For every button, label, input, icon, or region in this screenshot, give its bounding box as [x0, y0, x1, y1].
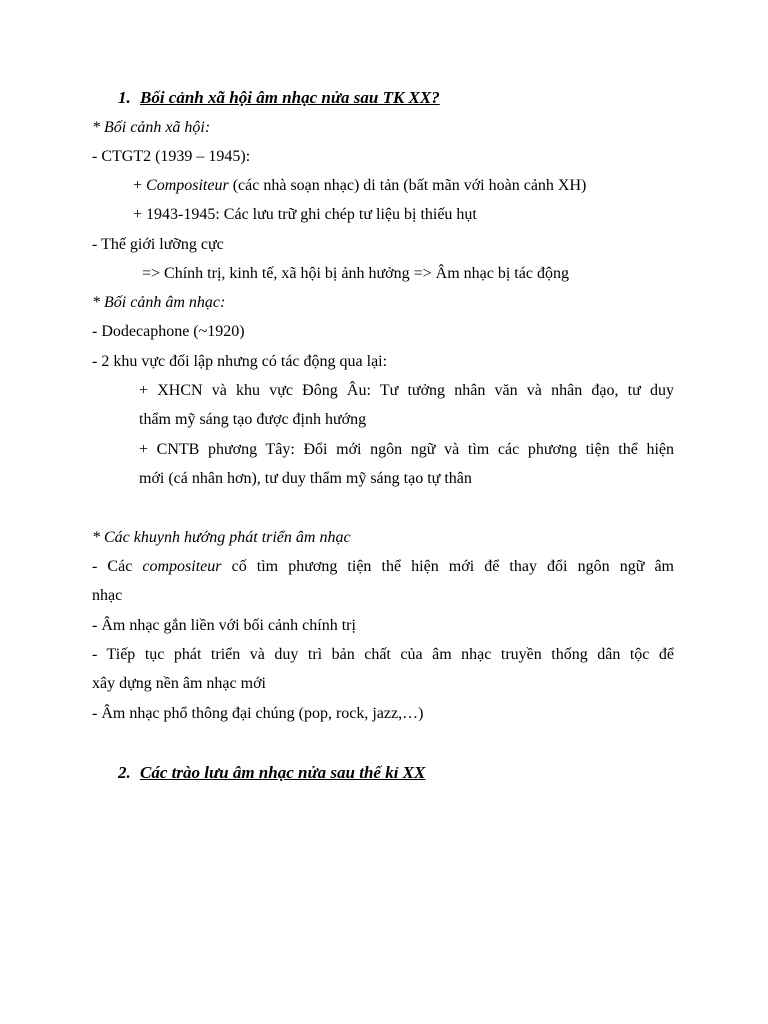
ww2-item-1-term: Compositeur	[146, 177, 229, 194]
trend-item-1-text: cố tìm phương tiện thể hiện mới để thay đổi ngôn ngữ âm	[221, 558, 674, 575]
ww2-item-1-prefix: +	[133, 177, 147, 194]
trend-item-3-line-2: xây dựng nền âm nhạc mới	[92, 675, 266, 692]
section-1-heading	[118, 88, 440, 108]
bipolar-result: => Chính trị, kinh tế, xã hội bị ảnh hưởng => Âm nhạc bị tác động	[142, 265, 569, 282]
ww2-line: - CTGT2 (1939 – 1945):	[92, 148, 251, 165]
trend-item-1-term: compositeur	[142, 558, 222, 575]
trend-item-1-line-1	[92, 557, 674, 577]
social-context-heading: * Bối cảnh xã hội:	[92, 119, 211, 136]
section-2-title: Các trào lưu âm nhạc nửa sau thế kỉ XX	[140, 763, 426, 782]
ww2-item-1-text: (các nhà soạn nhạc) di tản (bất mãn với hoàn cảnh XH)	[228, 177, 587, 194]
ww2-item-2: + 1943-1945: Các lưu trữ ghi chép tư liệu bị thiếu hụt	[133, 206, 477, 223]
trend-item-2: - Âm nhạc gắn liền với bối cảnh chính trị	[92, 617, 356, 634]
bipolar-line: - Thế giới lưỡng cực	[92, 236, 224, 253]
section-2-heading	[118, 763, 425, 783]
trend-item-1-prefix: - Các	[92, 558, 143, 575]
section-1-number: 1.	[118, 88, 131, 107]
music-context-heading: * Bối cảnh âm nhạc:	[92, 294, 226, 311]
west-item-line-2: mới (cá nhân hơn), tư duy thẩm mỹ sáng tạo tự thân	[139, 470, 472, 487]
trends-heading: * Các khuynh hướng phát triển âm nhạc	[92, 529, 351, 546]
west-item-line-1: + CNTB phương Tây: Đổi mới ngôn ngữ và tìm các phương tiện thể hiện	[139, 441, 674, 458]
trend-item-3-line-1: - Tiếp tục phát triển và duy trì bản chất của âm nhạc truyền thống dân tộc để	[92, 646, 674, 663]
dodecaphone-line: - Dodecaphone (~1920)	[92, 323, 245, 340]
ww2-item-1	[133, 176, 586, 196]
east-item-line-2: thẩm mỹ sáng tạo được định hướng	[139, 411, 367, 428]
trend-item-1-line-2: nhạc	[92, 587, 123, 604]
section-1-title: Bối cảnh xã hội âm nhạc nửa sau TK XX?	[140, 88, 440, 107]
section-2-number: 2.	[118, 763, 131, 782]
east-item-line-1: + XHCN và khu vực Đông Âu: Tư tưởng nhân văn và nhân đạo, tư duy	[139, 382, 674, 399]
trend-item-4: - Âm nhạc phổ thông đại chúng (pop, rock, jazz,…)	[92, 705, 424, 722]
two-regions-line: - 2 khu vực đối lập nhưng có tác động qua lại:	[92, 353, 388, 370]
